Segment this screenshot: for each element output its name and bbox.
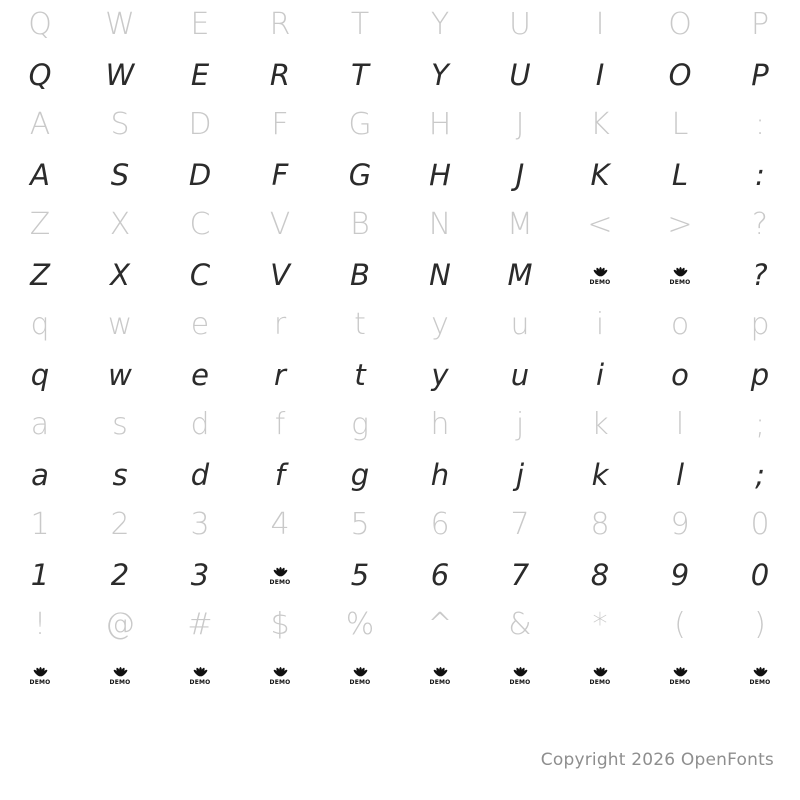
demo-label: DEMO <box>29 679 51 686</box>
leaf-sprout-icon <box>509 666 531 678</box>
glyph-cell: 8 <box>590 507 610 542</box>
glyph-cell: N <box>428 207 452 242</box>
glyph-cell: q <box>30 357 50 392</box>
demo-watermark-icon <box>560 650 640 700</box>
glyph-cell: y <box>431 357 449 392</box>
glyph-cell: R <box>269 57 291 92</box>
glyph-cell: w <box>108 357 132 392</box>
glyph-cell: 1 <box>30 507 50 542</box>
glyph-cell: h <box>430 407 450 442</box>
glyph-cell: N <box>429 257 451 292</box>
glyph-cell: H <box>428 107 452 142</box>
leaf-sprout-icon <box>349 666 371 678</box>
demo-label: DEMO <box>589 279 611 286</box>
glyph-cell: g <box>350 407 369 442</box>
glyph-cell: k <box>591 407 609 442</box>
glyph-cell: ? <box>752 207 768 242</box>
demo-watermark-icon <box>400 650 480 700</box>
demo-watermark-icon <box>320 650 400 700</box>
glyph-cell: y <box>431 307 449 342</box>
glyph-cell: h <box>430 457 450 492</box>
glyph-cell: ( <box>674 607 686 642</box>
demo-badge <box>109 663 131 687</box>
glyph-cell: F <box>271 157 289 192</box>
glyph-cell: I <box>595 57 605 92</box>
glyph-cell: p <box>750 357 770 392</box>
glyph-cell: * <box>592 607 608 642</box>
glyph-cell: M <box>507 207 533 242</box>
glyph-cell: D <box>188 157 212 192</box>
glyph-cell: u <box>510 357 530 392</box>
glyph-cell: J <box>515 157 525 192</box>
demo-watermark-icon <box>480 650 560 700</box>
glyph-cell: 8 <box>590 557 610 592</box>
demo-label: DEMO <box>589 679 611 686</box>
glyph-cell: 9 <box>670 557 690 592</box>
glyph-cell: U <box>509 7 531 42</box>
glyph-cell: P <box>751 57 769 92</box>
glyph-cell: & <box>508 607 532 642</box>
glyph-cell: Z <box>30 257 50 292</box>
glyph-cell: t <box>354 307 366 342</box>
glyph-cell: S <box>110 107 130 142</box>
glyph-cell: C <box>189 207 211 242</box>
demo-badge <box>509 663 531 687</box>
glyph-cell: O <box>668 57 692 92</box>
glyph-cell: I <box>595 7 605 42</box>
glyph-row <box>0 300 800 350</box>
leaf-sprout-icon <box>589 666 611 678</box>
glyph-cell: R <box>269 7 291 42</box>
glyph-cell: g <box>350 457 370 492</box>
glyph-cell: X <box>109 207 131 242</box>
glyph-row <box>0 500 800 550</box>
glyph-row <box>0 400 800 450</box>
glyph-cell: 1 <box>30 557 50 592</box>
glyph-cell: Y <box>431 57 449 92</box>
glyph-cell: f <box>274 407 286 442</box>
leaf-sprout-icon <box>189 666 211 678</box>
glyph-cell: ! <box>33 607 47 642</box>
leaf-sprout-icon <box>669 666 691 678</box>
glyph-cell: 3 <box>190 557 210 592</box>
glyph-cell: u <box>510 307 530 342</box>
glyph-cell: d <box>190 407 210 442</box>
glyph-cell: t <box>354 357 366 392</box>
demo-label: DEMO <box>429 679 451 686</box>
glyph-cell: X <box>110 257 130 292</box>
glyph-cell: o <box>670 307 690 342</box>
leaf-sprout-icon <box>669 266 691 278</box>
demo-label: DEMO <box>269 579 291 586</box>
glyph-cell: M <box>507 257 533 292</box>
glyph-cell: j <box>515 407 525 442</box>
glyph-cell: 6 <box>430 507 450 542</box>
glyph-row <box>0 600 800 650</box>
demo-label: DEMO <box>269 679 291 686</box>
demo-watermark-icon <box>240 550 320 600</box>
glyph-cell: e <box>190 307 210 342</box>
glyph-cell: r <box>274 357 286 392</box>
copyright-notice: Copyright 2026 OpenFonts <box>540 750 774 770</box>
glyph-cell: j <box>515 457 525 492</box>
glyph-cell: r <box>273 307 287 342</box>
demo-watermark-icon <box>240 650 320 700</box>
glyph-cell: 5 <box>350 557 370 592</box>
demo-badge <box>429 663 451 687</box>
glyph-cell: 3 <box>190 507 210 542</box>
glyph-cell: C <box>189 257 211 292</box>
demo-badge <box>349 663 371 687</box>
glyph-cell: Q <box>28 7 52 42</box>
demo-watermark-icon <box>720 650 800 700</box>
glyph-cell: i <box>595 307 605 342</box>
demo-label: DEMO <box>669 679 691 686</box>
demo-badge <box>669 263 691 287</box>
glyph-cell: B <box>350 207 370 242</box>
glyph-cell: 6 <box>430 557 450 592</box>
glyph-cell: ? <box>752 257 768 292</box>
glyph-cell: 7 <box>510 507 530 542</box>
glyph-cell: G <box>348 157 372 192</box>
glyph-cell: ; <box>755 457 765 492</box>
glyph-cell: i <box>595 357 605 392</box>
glyph-cell: 4 <box>270 507 290 542</box>
glyph-cell: L <box>671 107 689 142</box>
glyph-cell: D <box>188 107 212 142</box>
leaf-sprout-icon <box>429 666 451 678</box>
glyph-cell: B <box>350 257 370 292</box>
glyph-cell: A <box>29 107 51 142</box>
demo-label: DEMO <box>189 679 211 686</box>
glyph-cell: Y <box>430 7 450 42</box>
glyph-row <box>0 200 800 250</box>
glyph-cell: l <box>675 457 685 492</box>
glyph-cell: # <box>187 607 213 642</box>
glyph-cell: @ <box>105 607 135 642</box>
glyph-cell: W <box>105 7 135 42</box>
glyph-cell: f <box>274 457 286 492</box>
demo-badge <box>589 663 611 687</box>
leaf-sprout-icon <box>29 666 51 678</box>
demo-watermark-icon <box>80 650 160 700</box>
glyph-cell: Q <box>28 57 52 92</box>
demo-badge <box>29 663 51 687</box>
glyph-row <box>0 450 800 500</box>
leaf-sprout-icon <box>109 666 131 678</box>
demo-label: DEMO <box>349 679 371 686</box>
glyph-cell: l <box>675 407 685 442</box>
glyph-cell: P <box>750 7 770 42</box>
glyph-cell: ; <box>754 407 766 442</box>
glyph-row <box>0 150 800 200</box>
glyph-cell: 2 <box>110 507 130 542</box>
glyph-cell: e <box>191 357 209 392</box>
leaf-sprout-icon <box>269 566 291 578</box>
glyph-row <box>0 250 800 300</box>
glyph-cell: s <box>112 407 128 442</box>
demo-label: DEMO <box>749 679 771 686</box>
glyph-cell: J <box>515 107 525 142</box>
glyph-row <box>0 350 800 400</box>
demo-label: DEMO <box>509 679 531 686</box>
demo-badge <box>669 663 691 687</box>
glyph-cell: d <box>190 457 210 492</box>
demo-label: DEMO <box>109 679 131 686</box>
glyph-cell: L <box>671 157 689 192</box>
glyph-cell: p <box>750 307 770 342</box>
demo-badge <box>189 663 211 687</box>
glyph-cell: Z <box>29 207 51 242</box>
glyph-row <box>0 50 800 100</box>
glyph-cell: 0 <box>750 557 770 592</box>
glyph-cell: V <box>270 257 290 292</box>
glyph-cell: K <box>590 107 610 142</box>
glyph-row <box>0 550 800 600</box>
glyph-row <box>0 100 800 150</box>
demo-watermark-icon <box>640 250 720 300</box>
demo-watermark-icon <box>0 650 80 700</box>
glyph-cell: F <box>271 107 289 142</box>
glyph-cell: $ <box>270 607 290 642</box>
glyph-cell: s <box>112 457 128 492</box>
glyph-cell: S <box>110 157 130 192</box>
glyph-cell: G <box>348 107 372 142</box>
glyph-cell: o <box>671 357 689 392</box>
glyph-cell: q <box>30 307 50 342</box>
leaf-sprout-icon <box>269 666 291 678</box>
leaf-sprout-icon <box>589 266 611 278</box>
leaf-sprout-icon <box>749 666 771 678</box>
demo-watermark-icon <box>640 650 720 700</box>
glyph-cell: W <box>105 57 135 92</box>
glyph-cell: T <box>351 57 369 92</box>
glyph-cell: ^ <box>427 607 453 642</box>
glyph-cell: a <box>31 457 49 492</box>
glyph-row <box>0 0 800 50</box>
glyph-cell: 5 <box>350 507 370 542</box>
demo-badge <box>749 663 771 687</box>
demo-badge <box>269 663 291 687</box>
glyph-cell: E <box>190 57 210 92</box>
demo-watermark-icon <box>160 650 240 700</box>
glyph-cell: O <box>668 7 692 42</box>
glyph-cell: < <box>587 207 613 242</box>
glyph-cell: w <box>107 307 133 342</box>
glyph-cell: : <box>754 107 766 142</box>
glyph-cell: 0 <box>750 507 770 542</box>
glyph-cell: H <box>429 157 451 192</box>
glyph-cell: a <box>30 407 50 442</box>
demo-watermark-icon <box>560 250 640 300</box>
demo-badge <box>269 563 291 587</box>
glyph-cell: V <box>269 207 291 242</box>
glyph-cell: : <box>755 157 765 192</box>
glyph-row <box>0 650 800 700</box>
demo-badge <box>589 263 611 287</box>
glyph-cell: k <box>591 457 609 492</box>
glyph-cell: % <box>345 607 375 642</box>
glyph-cell: E <box>190 7 210 42</box>
glyph-cell: T <box>350 7 370 42</box>
glyph-cell: 2 <box>110 557 130 592</box>
glyph-cell: > <box>667 207 693 242</box>
glyph-cell: ) <box>754 607 766 642</box>
glyph-cell: U <box>509 57 531 92</box>
glyph-cell: 9 <box>670 507 690 542</box>
glyph-cell: A <box>30 157 50 192</box>
demo-label: DEMO <box>669 279 691 286</box>
glyph-cell: K <box>590 157 610 192</box>
glyph-cell: 7 <box>510 557 530 592</box>
